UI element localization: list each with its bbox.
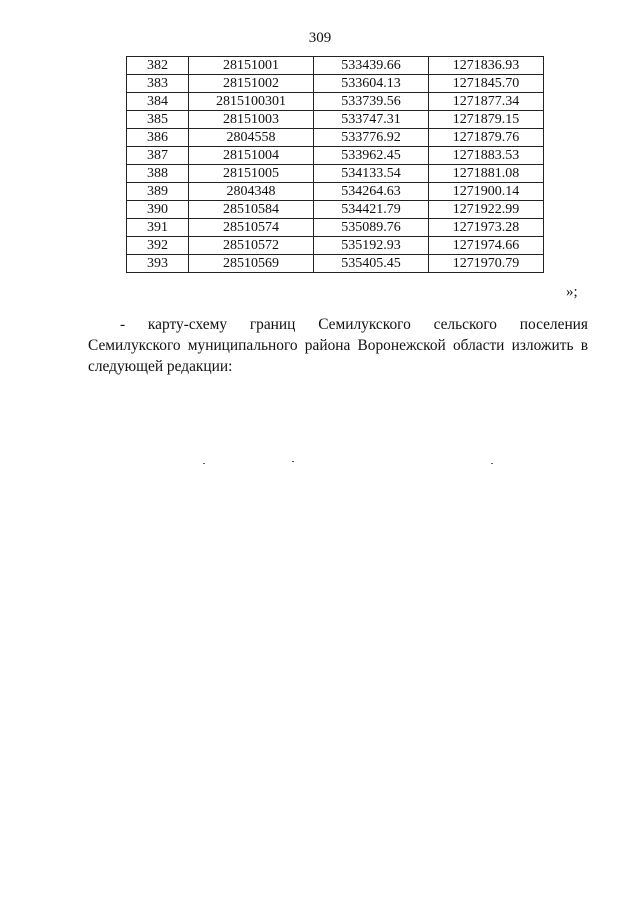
cell-coordinate-y: 1271877.34 xyxy=(429,93,544,111)
cell-coordinate-y: 1271836.93 xyxy=(429,57,544,75)
table-row xyxy=(127,183,544,201)
cell-cadastral-number: 28510574 xyxy=(189,219,314,237)
cell-cadastral-number: 28151001 xyxy=(189,57,314,75)
cell-point-number: 392 xyxy=(127,237,189,255)
scan-speck xyxy=(491,463,493,464)
cell-cadastral-number: 2804558 xyxy=(189,129,314,147)
cell-coordinate-y: 1271974.66 xyxy=(429,237,544,255)
cell-point-number: 391 xyxy=(127,219,189,237)
cell-cadastral-number: 28151004 xyxy=(189,147,314,165)
cell-coordinate-y: 1271845.70 xyxy=(429,75,544,93)
table-row xyxy=(127,219,544,237)
cell-coordinate-y: 1271970.79 xyxy=(429,255,544,273)
cell-coordinate-x: 535405.45 xyxy=(314,255,429,273)
cell-coordinate-y: 1271879.76 xyxy=(429,129,544,147)
cell-coordinate-y: 1271881.08 xyxy=(429,165,544,183)
table-row xyxy=(127,165,544,183)
table-row xyxy=(127,75,544,93)
table-row xyxy=(127,57,544,75)
cell-coordinate-x: 533739.56 xyxy=(314,93,429,111)
cell-coordinate-x: 535089.76 xyxy=(314,219,429,237)
cell-cadastral-number: 28510584 xyxy=(189,201,314,219)
table-row xyxy=(127,129,544,147)
scan-speck xyxy=(203,463,205,464)
scan-speck xyxy=(292,461,294,462)
cell-coordinate-x: 535192.93 xyxy=(314,237,429,255)
table-row xyxy=(127,111,544,129)
cell-coordinate-y: 1271883.53 xyxy=(429,147,544,165)
cell-point-number: 382 xyxy=(127,57,189,75)
table-row xyxy=(127,147,544,165)
cell-coordinate-x: 533604.13 xyxy=(314,75,429,93)
cell-coordinate-x: 534264.63 xyxy=(314,183,429,201)
cell-cadastral-number: 28510569 xyxy=(189,255,314,273)
cell-coordinate-y: 1271900.14 xyxy=(429,183,544,201)
table-row xyxy=(127,237,544,255)
coordinates-table xyxy=(126,56,544,273)
body-paragraph: - карту-схему границ Семилукского сельского поселения Семилукского муниципального района Воронежской области изложить в следующей редакции: xyxy=(88,316,588,375)
table-row xyxy=(127,93,544,111)
coordinates-table-body xyxy=(127,57,544,273)
cell-coordinate-y: 1271922.99 xyxy=(429,201,544,219)
cell-coordinate-x: 534421.79 xyxy=(314,201,429,219)
cell-point-number: 388 xyxy=(127,165,189,183)
cell-point-number: 389 xyxy=(127,183,189,201)
cell-cadastral-number: 28510572 xyxy=(189,237,314,255)
cell-cadastral-number: 2804348 xyxy=(189,183,314,201)
cell-point-number: 383 xyxy=(127,75,189,93)
cell-cadastral-number: 28151005 xyxy=(189,165,314,183)
cell-point-number: 386 xyxy=(127,129,189,147)
cell-coordinate-x: 533747.31 xyxy=(314,111,429,129)
cell-coordinate-y: 1271879.15 xyxy=(429,111,544,129)
page-number: 309 xyxy=(308,30,332,46)
cell-coordinate-x: 533776.92 xyxy=(314,129,429,147)
cell-point-number: 387 xyxy=(127,147,189,165)
table-row xyxy=(127,201,544,219)
cell-coordinate-x: 534133.54 xyxy=(314,165,429,183)
cell-point-number: 393 xyxy=(127,255,189,273)
table-row xyxy=(127,255,544,273)
cell-cadastral-number: 28151002 xyxy=(189,75,314,93)
cell-cadastral-number: 2815100301 xyxy=(189,93,314,111)
cell-point-number: 385 xyxy=(127,111,189,129)
cell-point-number: 390 xyxy=(127,201,189,219)
cell-coordinate-x: 533962.45 xyxy=(314,147,429,165)
cell-cadastral-number: 28151003 xyxy=(189,111,314,129)
cell-coordinate-x: 533439.66 xyxy=(314,57,429,75)
cell-point-number: 384 xyxy=(127,93,189,111)
cell-coordinate-y: 1271973.28 xyxy=(429,219,544,237)
closing-quote: »; xyxy=(566,284,578,300)
